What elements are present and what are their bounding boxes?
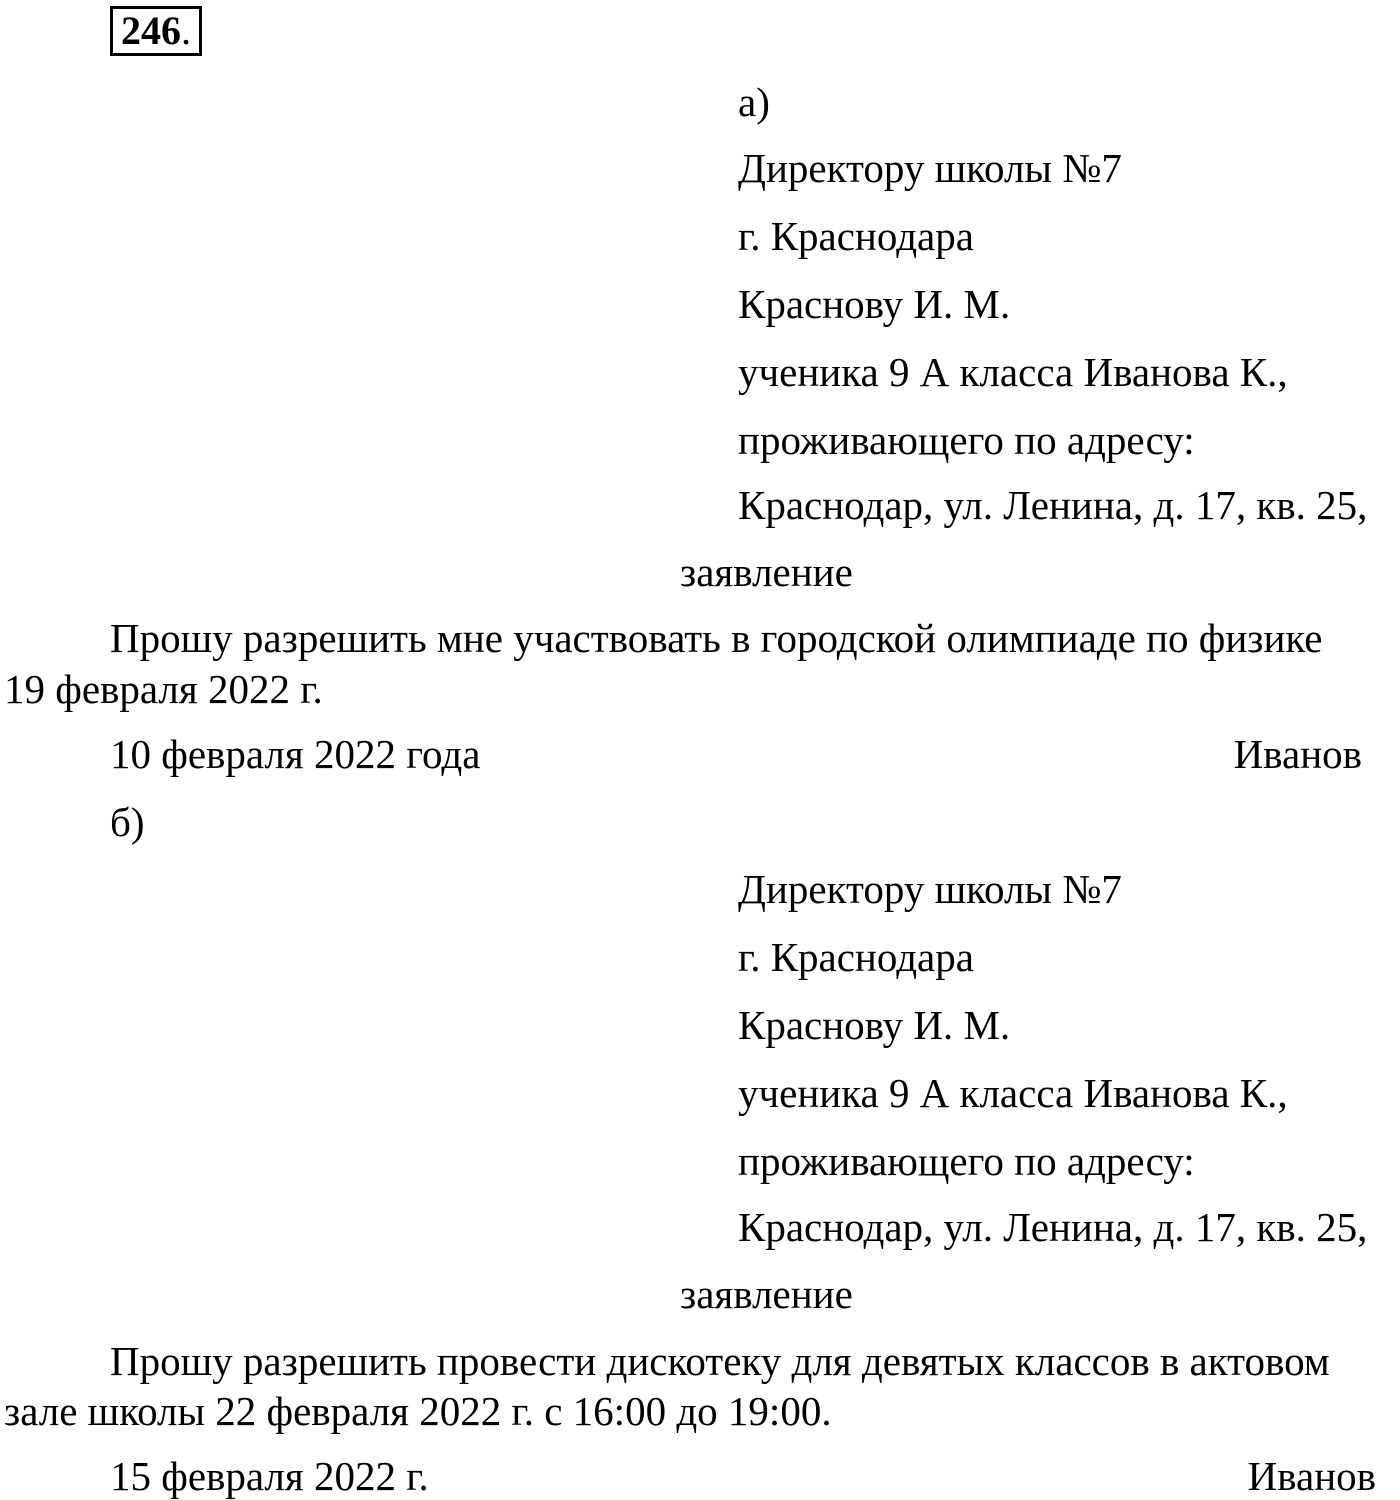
- task-number-dot: .: [181, 8, 191, 53]
- part-b-document-title: заявление: [680, 1271, 853, 1317]
- part-b-date: 15 февраля 2022 г.: [110, 1453, 429, 1499]
- part-b-addressee-line-2: г. Краснодара: [738, 934, 974, 980]
- part-a-addressee-line-2: г. Краснодара: [738, 213, 974, 259]
- part-b-label: б): [110, 799, 145, 845]
- part-a-body-line-1: Прошу разрешить мне участвовать в городской олимпиаде по физике: [110, 615, 1323, 661]
- part-b-addressee-line-1: Директору школы №7: [738, 866, 1122, 912]
- task-number-box: [110, 6, 202, 56]
- part-a-label: а): [738, 79, 770, 125]
- part-b-addressee-line-6: Краснодар, ул. Ленина, д. 17, кв. 25,: [738, 1204, 1368, 1250]
- part-a-addressee-line-3: Краснову И. М.: [738, 281, 1011, 327]
- part-a-signature: Иванов: [1233, 731, 1362, 777]
- part-a-document-title: заявление: [680, 549, 853, 595]
- part-b-signature: Иванов: [1247, 1453, 1376, 1499]
- part-b-addressee-line-4: ученика 9 А класса Иванова К.,: [738, 1070, 1288, 1116]
- part-b-body-line-2: зале школы 22 февраля 2022 г. с 16:00 до 19:00.: [4, 1388, 832, 1434]
- part-b-addressee-line-3: Краснову И. М.: [738, 1002, 1011, 1048]
- task-number: 246: [121, 8, 181, 53]
- part-a-date: 10 февраля 2022 года: [110, 731, 481, 777]
- part-b-addressee-line-5: проживающего по адресу:: [738, 1138, 1195, 1184]
- part-a-addressee-line-5: проживающего по адресу:: [738, 417, 1195, 463]
- part-a-body-line-2: 19 февраля 2022 г.: [4, 666, 323, 712]
- part-b-body-line-1: Прошу разрешить провести дискотеку для девятых классов в актовом: [110, 1338, 1330, 1384]
- part-a-addressee-line-1: Директору школы №7: [738, 145, 1122, 191]
- part-a-addressee-line-6: Краснодар, ул. Ленина, д. 17, кв. 25,: [738, 482, 1368, 528]
- part-a-addressee-line-4: ученика 9 А класса Иванова К.,: [738, 349, 1288, 395]
